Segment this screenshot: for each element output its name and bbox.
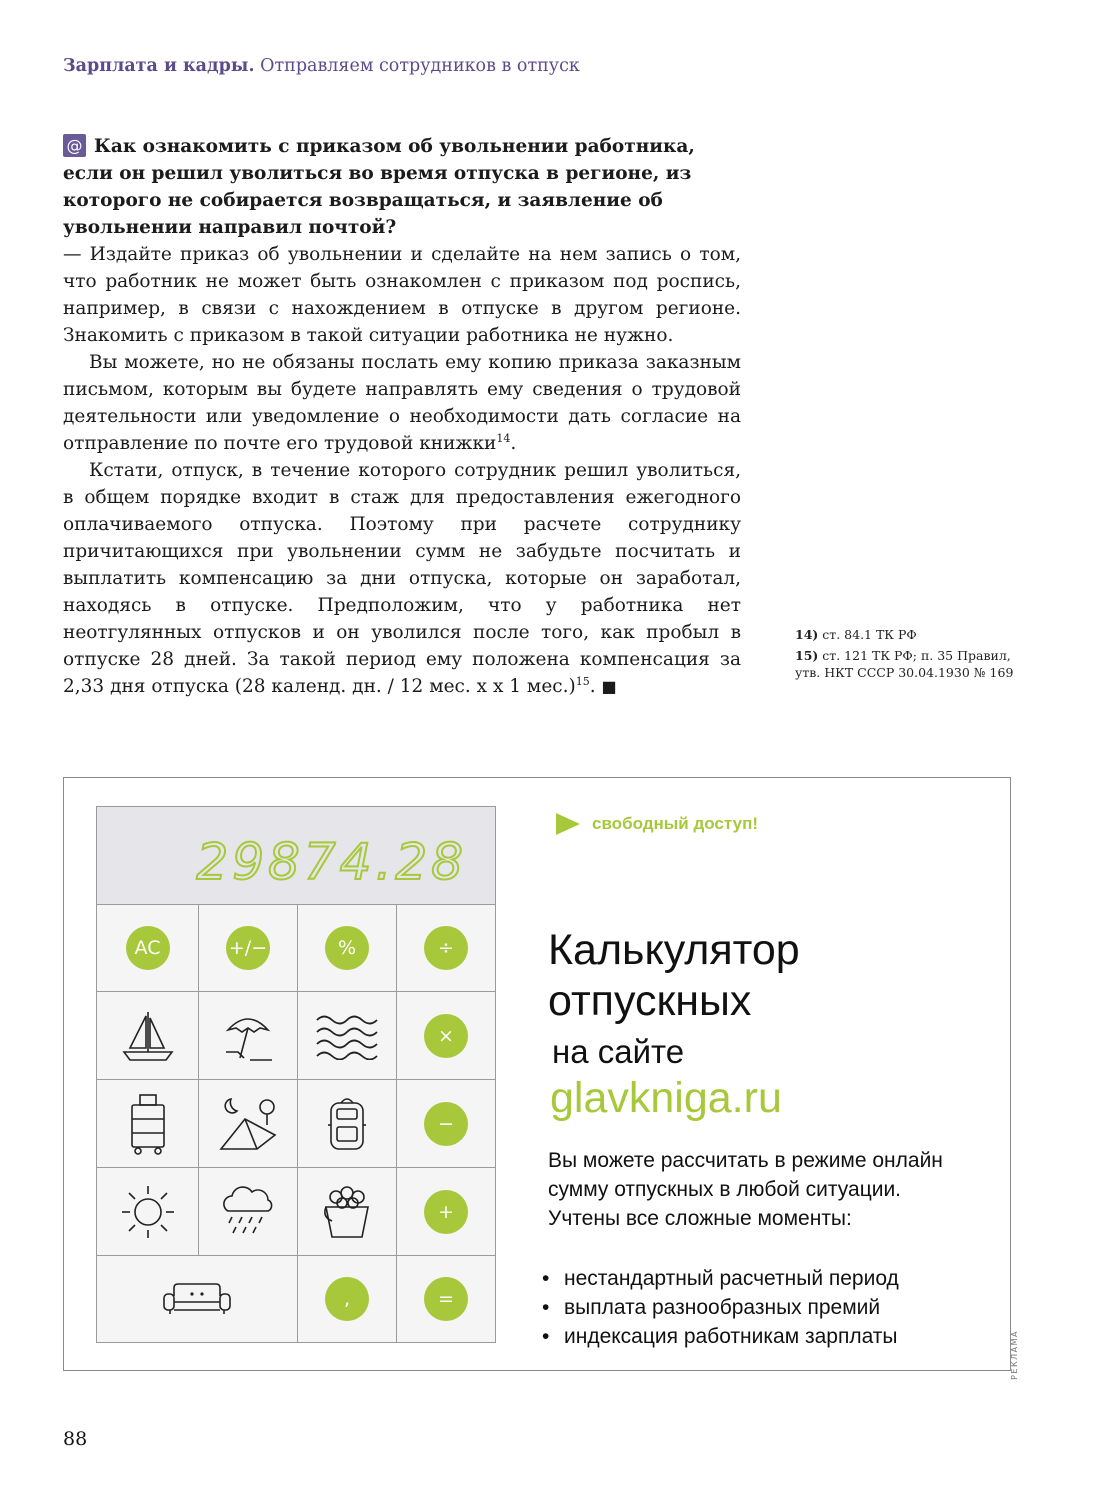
sailboat-icon	[97, 992, 199, 1080]
footnote-ref-14: 14	[496, 431, 511, 445]
fruit-bucket-icon-svg	[322, 1183, 372, 1241]
beach-umbrella-icon	[199, 992, 298, 1080]
key-minus-circle: −	[424, 1102, 468, 1146]
running-head-section: Зарплата и кадры.	[63, 56, 255, 76]
beach-umbrella-icon-svg	[220, 1008, 276, 1064]
question	[63, 133, 741, 241]
key-divide	[397, 904, 495, 992]
ad-feature-item: • нестандартный расчетный период	[540, 1264, 899, 1293]
article	[63, 133, 741, 700]
sofa-icon-svg	[162, 1282, 232, 1316]
calculator-display-value: 29874.28	[196, 833, 467, 891]
calculator-display	[97, 807, 495, 905]
answer-paragraph-3-text: Кстати, отпуск, в течение которого сотрудник решил уволиться, в общем порядке входит в стаж для предоставления ежегодного оплачиваемого отпуска. Поэтому при расчете сотруднику причитающихся при увольнении сумм не забудьте посчитать и выплатить компенсацию за дни отпуска, которые он заработал, находясь в отпуске. Предположим, что у работника нет неотгулянных отпусков и он уволился после того, как пробыл в отпуске 28 дней. За такой период ему положена компенсация за 2,33 дня отпуска (28 календ. дн. / 12 мес. х х 1 мес.)	[63, 460, 741, 697]
ad-feature-item: • выплата разнообразных премий	[540, 1293, 899, 1322]
key-multiply-circle: ×	[424, 1014, 468, 1058]
camping-tent-icon	[199, 1080, 298, 1168]
ad-site-link[interactable]: glavkniga.ru	[550, 1074, 782, 1122]
key-divide-circle: ÷	[424, 926, 468, 970]
ad-feature-list	[540, 1264, 899, 1351]
key-plus-circle: +	[424, 1190, 468, 1234]
end-of-article-mark: ■	[601, 677, 617, 696]
email-at-icon: @	[63, 134, 86, 157]
key-comma-circle: ,	[325, 1277, 369, 1321]
calculator-display-svg	[97, 807, 495, 904]
key-plus-minus	[199, 904, 298, 992]
camping-tent-icon-svg	[217, 1095, 279, 1153]
answer-paragraph-1: — Издайте приказ об увольнении и сделайте на нем запись о том, что работник не может быть ознакомлен с приказом под роспись, например, в связи с нахождением в отпуске в другом регионе. Знакомить с приказом в такой ситуации работника не нужно.	[63, 244, 741, 346]
sidenotes	[795, 626, 1020, 685]
calculator-keypad	[97, 904, 495, 1342]
sidenote-15	[795, 647, 1020, 681]
play-arrow-icon	[556, 813, 580, 835]
backpack-icon	[298, 1080, 397, 1168]
rain-cloud-icon	[199, 1168, 298, 1256]
waves-icon-svg	[315, 1012, 379, 1060]
answer-paragraph-3: Кстати, отпуск, в течение которого сотрудник решил уволиться, в общем порядке входит в стаж для предоставления ежегодного оплачиваемого отпуска. Поэтому при расчете сотруднику причитающихся при увольнении сумм не забудьте посчитать и выплатить компенсацию за дни отпуска, которые он заработал, находясь в отпуске. Предположим, что у работника нет неотгулянных отпусков и он уволился после того, как пробыл в отпуске 28 дней. За такой период ему положена компенсация за 2,33 дня отпуска (28 календ. дн. / 12 мес. х х 1 мес.)$^{15}$. ■	[63, 460, 741, 697]
key-ac	[97, 904, 199, 992]
ad-title-line-1: Калькулятор	[548, 926, 800, 974]
answer-paragraph-2: Вы можете, но не обязаны послать ему копию приказа заказным письмом, которым вы будете направлять ему сведения о трудовой деятельности или уведомление о необходимости дать согласие на отправление по почте его трудовой книжки$^{14}$.	[63, 352, 741, 454]
sidenote-14-text: ст. 84.1 ТК РФ	[822, 627, 917, 642]
sofa-icon	[97, 1256, 298, 1342]
sidenote-14-num: 14)	[795, 627, 819, 642]
key-minus	[397, 1080, 495, 1168]
question-text: Как ознакомить с приказом об увольнении работника, если он решил уволиться во время отпуска в регионе, из которого не собирается возвращаться, и заявление об увольнении направил почтой?	[63, 136, 695, 238]
free-access-label	[556, 813, 758, 835]
footnote-ref-15: 15	[575, 674, 590, 688]
suitcase-icon	[97, 1080, 199, 1168]
key-ac-circle: AC	[126, 926, 170, 970]
answer-paragraph-2-text: Вы можете, но не обязаны послать ему копию приказа заказным письмом, которым вы будете направлять ему сведения о трудовой деятельности или уведомление о необходимости дать согласие на отправление по почте его трудовой книжки	[63, 352, 741, 454]
key-percent-circle: %	[325, 926, 369, 970]
running-head-topic: Отправляем сотрудников в отпуск	[260, 56, 580, 76]
sun-icon	[97, 1168, 199, 1256]
page-number: 88	[63, 1428, 88, 1450]
suitcase-icon-svg	[128, 1093, 168, 1155]
ad-title-line-2: отпускных	[548, 977, 752, 1025]
waves-icon	[298, 992, 397, 1080]
rain-cloud-icon-svg	[218, 1183, 278, 1241]
sun-icon-svg	[120, 1184, 176, 1240]
key-multiply	[397, 992, 495, 1080]
ad-description: Вы можете рассчитать в режиме онлайн сумму отпускных в любой ситуации. Учтены все сложные моменты:	[548, 1149, 943, 1230]
key-equals	[397, 1256, 495, 1342]
ad-title	[548, 925, 800, 1027]
sidenote-14	[795, 626, 1020, 643]
running-head	[63, 56, 580, 76]
calculator-illustration	[96, 806, 496, 1343]
advertisement-label: РЕКЛАМА	[1010, 1330, 1019, 1380]
key-plus-minus-circle: +/−	[226, 926, 270, 970]
sidenote-15-num: 15)	[795, 648, 819, 663]
ad-subtitle: на сайте	[552, 1033, 685, 1070]
backpack-icon-svg	[324, 1095, 370, 1153]
key-equals-circle: =	[424, 1277, 468, 1321]
sidenote-15-text: ст. 121 ТК РФ; п. 35 Правил, утв. НКТ СССР 30.04.1930 № 169	[795, 648, 1014, 680]
key-comma	[298, 1256, 397, 1342]
key-plus	[397, 1168, 495, 1256]
ad-feature-item: • индексация работникам зарплаты	[540, 1322, 899, 1351]
free-access-text: свободный доступ!	[592, 814, 759, 833]
sailboat-icon-svg	[120, 1008, 176, 1064]
key-percent	[298, 904, 397, 992]
fruit-bucket-icon	[298, 1168, 397, 1256]
